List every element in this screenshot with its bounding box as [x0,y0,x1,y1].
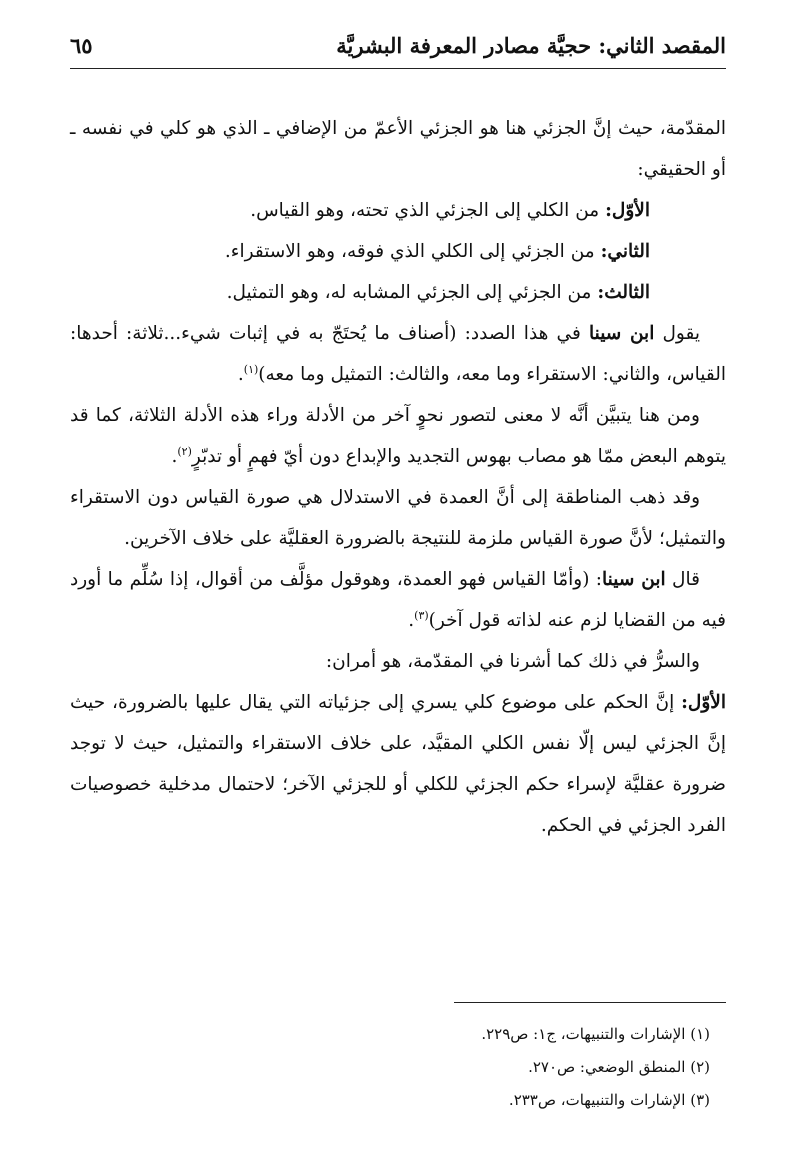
third-text: من الجزئي إلى الجزئي المشابه له، وهو التمثيل. [226,282,598,303]
p2-text: في هذا الصدد: (أصناف ما يُحتَجّ به في إثبات شيء...ثلاثة: أحدها: القياس، والثاني: الاستقراء وما معه، والثالث: التمثيل وما معه) [70,323,726,385]
paragraph-conclusion [70,395,726,477]
footnote-3: (٣) الإشارات والتنبيهات، ص٢٣٣. [508,1091,710,1109]
p5-lead: قال [665,569,700,590]
paragraph-ibn-sina-quote [70,313,726,395]
footnote-mark-2[interactable]: (٢) [177,444,192,458]
footnote-1: (١) الإشارات والتنبيهات، ج١: ص٢٢٩. [481,1025,710,1043]
second-label: الثاني: [600,241,650,262]
paragraph-two-reasons: والسرُّ في ذلك كما أشرنا في المقدّمة، هو أمران: [325,651,700,672]
first-label: الأوّل: [605,200,650,221]
list-item-first [70,190,726,231]
p5-text: : (وأمّا القياس فهو العمدة، وهوقول مؤلَّف من أقوال، إذا سُلِّم ما أورد فيه من القضايا لزم عنه لذاته قول آخر) [70,569,726,631]
first-reason-label: الأوّل: [681,692,726,713]
paragraph-first-reason [70,682,726,846]
first-reason-text: إنَّ الحكم على موضوع كلي يسري إلى جزئياته التي يقال عليها بالضرورة، حيث إنَّ الجزئي ليس إلّا نفس الكلي المقيَّد، على خلاف الاستقراء والتمثيل، حيث لا توجد ضرورة عقليَّة لإسراء حكم الجزئي للكلي أو للجزئي الآخر؛ لاحتمال مدخلية خصوصيات الفرد الجزئي في الحكم. [70,692,726,836]
list-item-third [70,272,726,313]
third-label: الثالث: [597,282,650,303]
running-header [70,22,726,69]
p5-end: . [408,610,415,631]
footnote-mark-3[interactable]: (٣) [414,608,429,622]
footnote-2: (٢) المنطق الوضعي: ص٢٧٠. [528,1058,710,1076]
author-name: ابن سينا [602,569,666,590]
paragraph-qiyas-quote [70,559,726,641]
list-item-second [70,231,726,272]
page-number: ٦٥ [70,32,93,58]
p2-lead: يقول [654,323,700,344]
footnotes [70,1018,710,1117]
header-title: المقصد الثاني: حجيَّة مصادر المعرفة البشريَّة [336,32,726,58]
author-name: ابن سينا [588,323,655,344]
footnote-divider [454,1002,726,1003]
paragraph-intro: المقدّمة، حيث إنَّ الجزئي هنا هو الجزئي الأعمّ من الإضافي ـ الذي هو كلي في نفسه ـ أو الحقيقي: [70,118,726,180]
p2-end: . [237,364,244,385]
second-text: من الجزئي إلى الكلي الذي فوقه، وهو الاستقراء. [224,241,601,262]
first-text: من الكلي إلى الجزئي الذي تحته، وهو القياس. [250,200,606,221]
p3-text: ومن هنا يتبيَّن أنَّه لا معنى لتصور نحوٍ آخر من الأدلة وراء هذه الأدلة الثلاثة، كما قد يتوهم البعض ممّا هو مصاب بهوس التجديد والإبداع دون أيّ فهمٍ أو تدبّرٍ [70,405,726,467]
p3-end: . [171,446,178,467]
paragraph-logicians: وقد ذهب المناطقة إلى أنَّ العمدة في الاستدلال هي صورة القياس دون الاستقراء والتمثيل؛ لأنَّ صورة القياس ملزمة للنتيجة بالضرورة العقليَّة على خلاف الآخرين. [70,487,726,549]
footnote-mark-1[interactable]: (١) [243,362,259,376]
main-text [70,108,726,846]
